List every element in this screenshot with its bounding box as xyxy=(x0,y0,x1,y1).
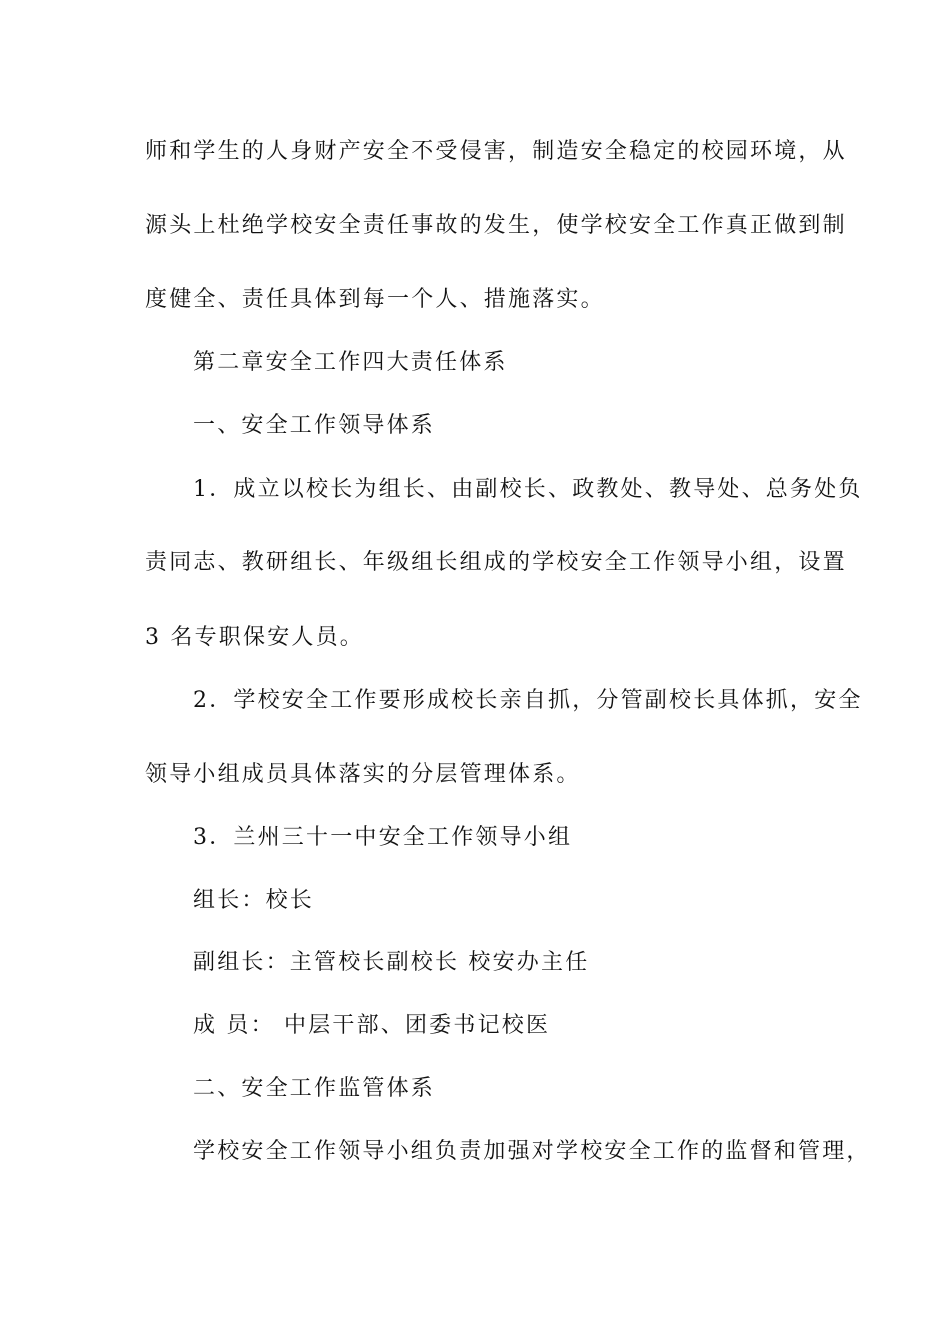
section-heading: 二、安全工作监管体系 xyxy=(193,1076,436,1101)
list-item-title: 3．兰州三十一中安全工作领导小组 xyxy=(193,825,573,850)
paragraph-line: 2．学校安全工作要形成校长亲自抓，分管副校长具体抓，安全 xyxy=(193,688,863,713)
paragraph-line: 源头上杜绝学校安全责任事故的发生，使学校安全工作真正做到制 xyxy=(145,213,847,238)
paragraph-line: 学校安全工作领导小组负责加强对学校安全工作的监督和管理， xyxy=(193,1139,871,1164)
chapter-heading: 第二章安全工作四大责任体系 xyxy=(193,350,508,375)
section-heading: 一、安全工作领导体系 xyxy=(193,413,436,438)
paragraph-line: 责同志、教研组长、年级组长组成的学校安全工作领导小组，设置 xyxy=(145,550,847,575)
paragraph-line: 领导小组成员具体落实的分层管理体系。 xyxy=(145,762,581,787)
list-item: 成 员： 中层干部、团委书记校医 xyxy=(193,1013,551,1038)
paragraph-line: 3 名专职保安人员。 xyxy=(145,625,364,650)
list-item: 副组长：主管校长副校长 校安办主任 xyxy=(193,950,590,975)
paragraph-line: 师和学生的人身财产安全不受侵害，制造安全稳定的校园环境，从 xyxy=(145,139,847,164)
paragraph-line: 度健全、责任具体到每一个人、措施落实。 xyxy=(145,287,605,312)
list-item: 组长：校长 xyxy=(193,888,315,913)
paragraph-line: 1．成立以校长为组长、由副校长、政教处、教导处、总务处负 xyxy=(193,477,863,502)
